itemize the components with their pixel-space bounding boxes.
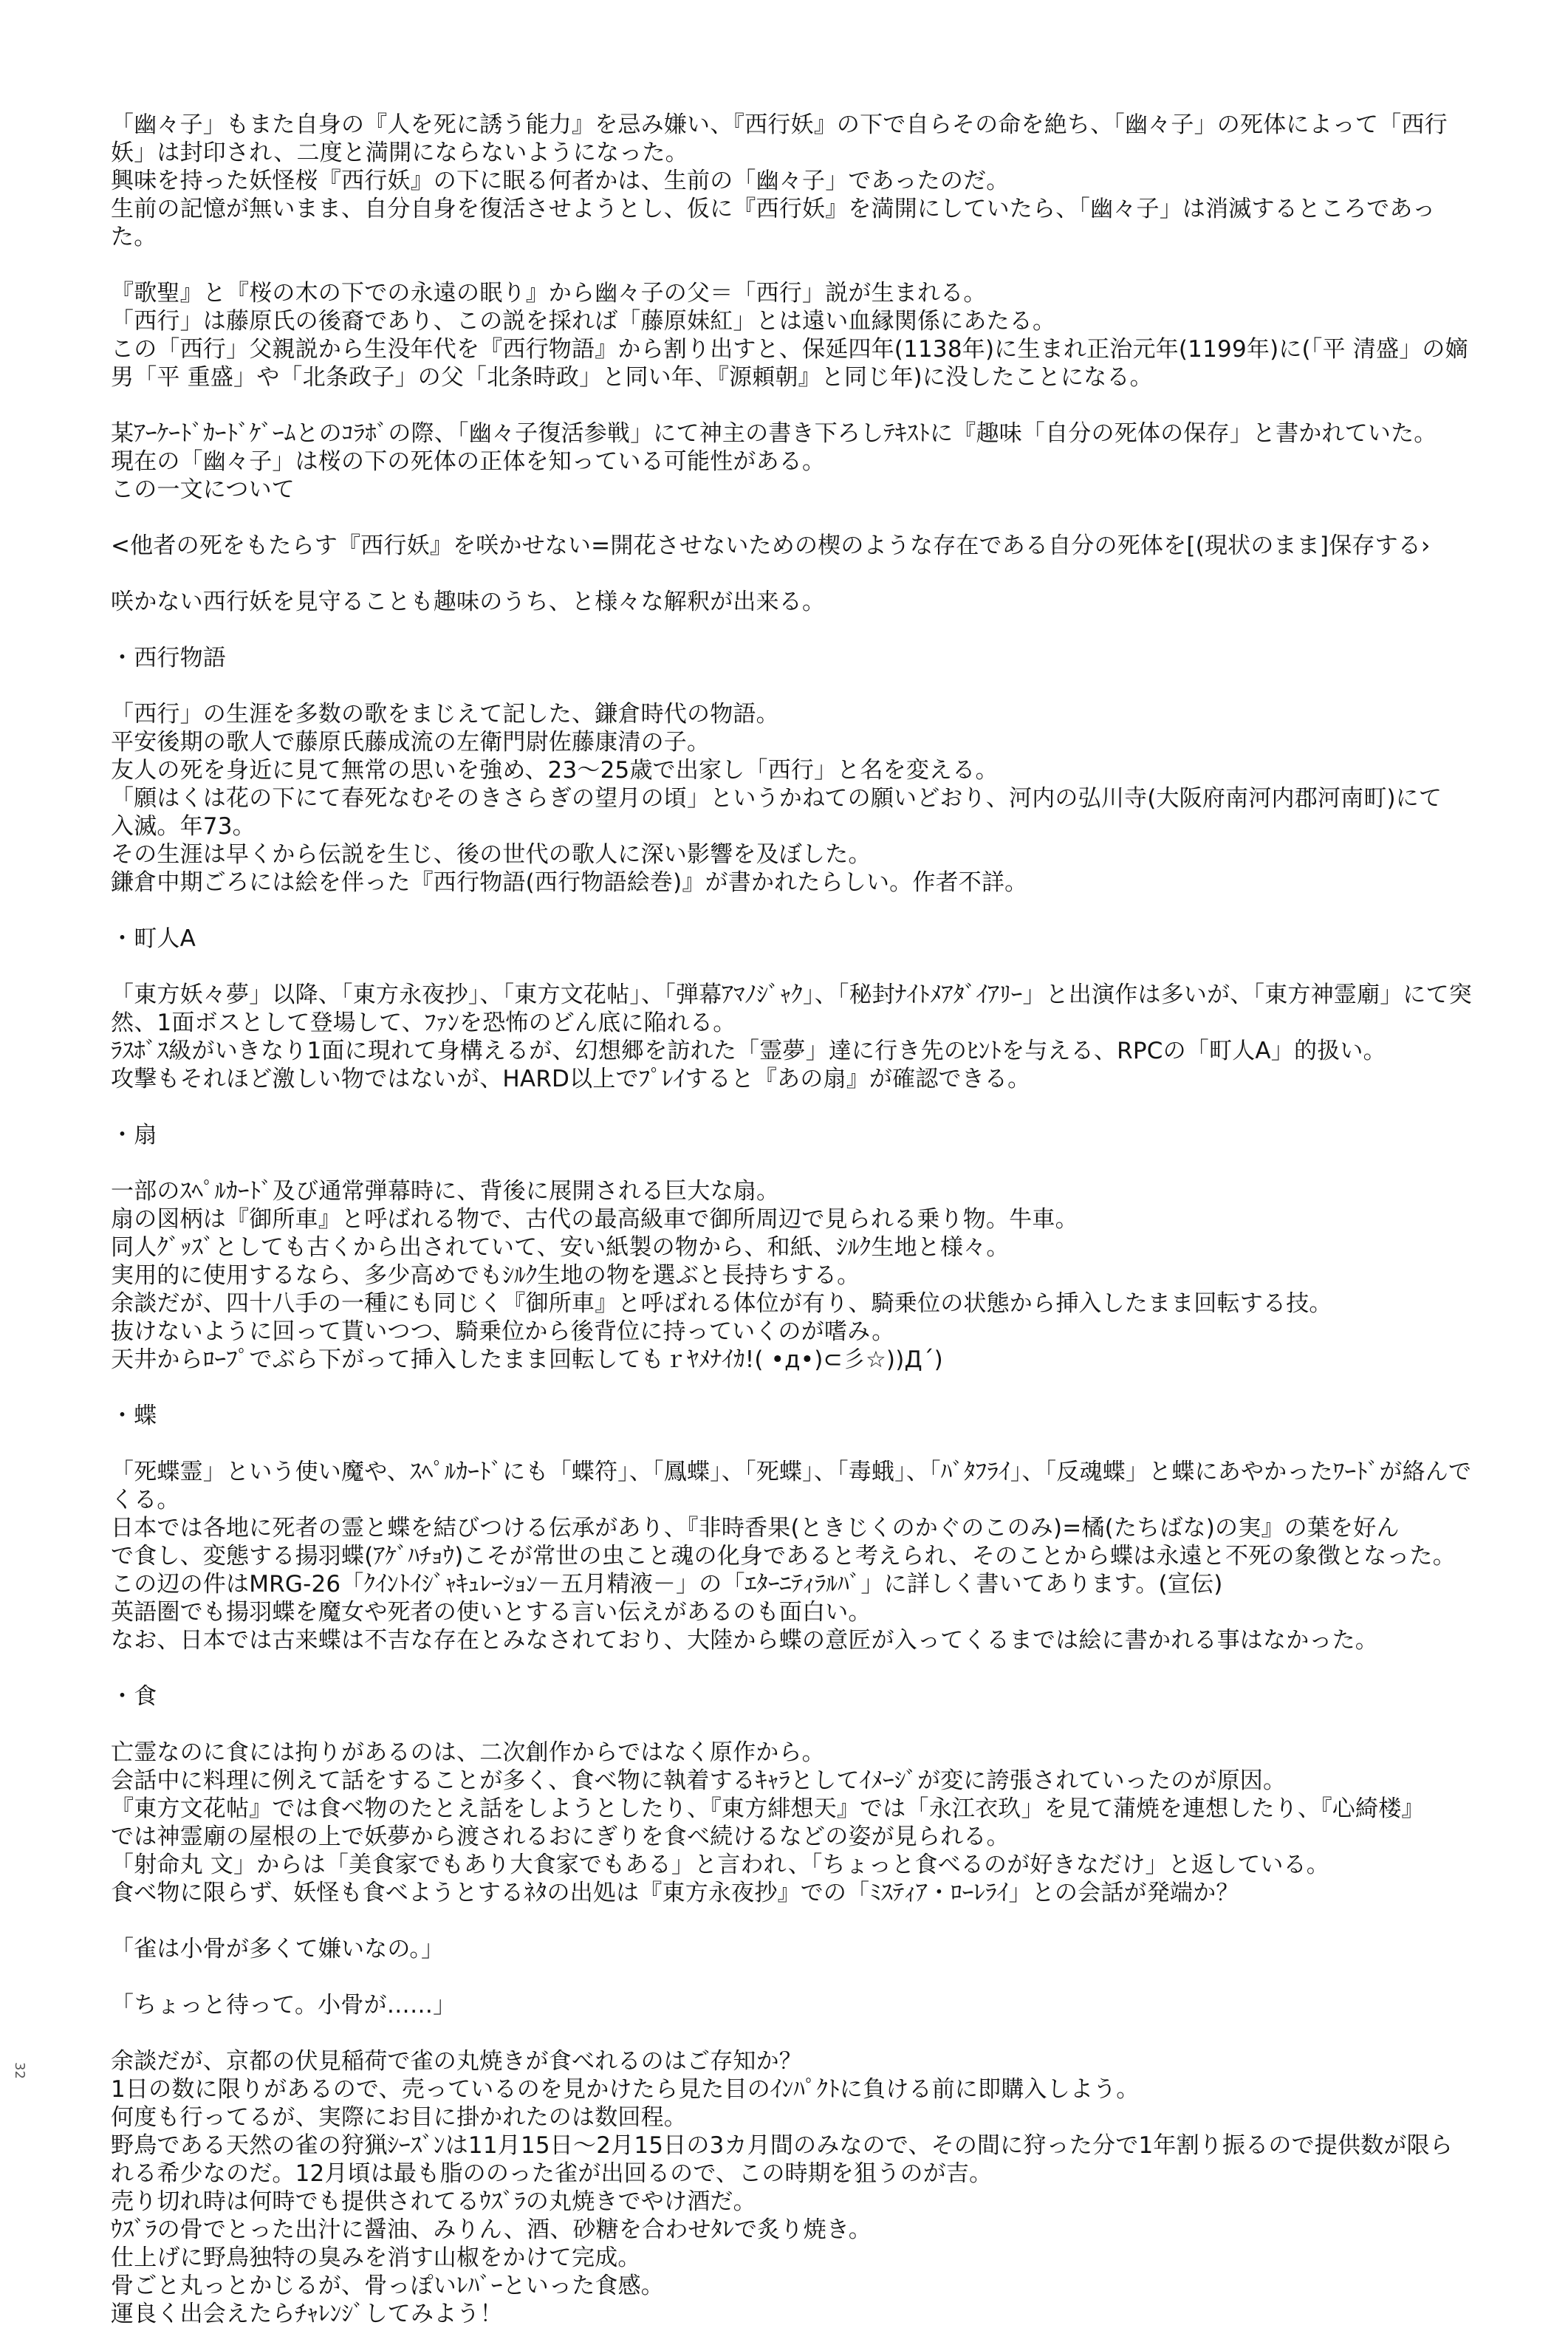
text-line: ・蝶 [111, 1403, 157, 1429]
paragraph-gap [111, 1430, 1499, 1458]
paragraph [111, 1991, 1499, 2019]
paragraph-gap [111, 1093, 1499, 1121]
paragraph [111, 1682, 1499, 1711]
paragraph [111, 925, 1499, 953]
text-line: 友人の死を身近に見て無常の思いを強め、23～25歳で出家し「西行」と名を変える。 [111, 757, 999, 784]
text-line: 余談だが、四十八手の一種にも同じく『御所車』と呼ばれる体位が有り、騎乗位の状態から挿入したまま回転する技。 [111, 1290, 1332, 1317]
paragraph-gap [111, 953, 1499, 981]
text-line: ﾗｽﾎﾞｽ級がいきなり1面に現れて身構えるが、幻想郷を訪れた「霊夢」達に行き先のﾋﾝﾄを与える、RPCの「町人A」的扱い。 [111, 1038, 1386, 1064]
text-line: 「射命丸 文」からは「美食家でもあり大食家でもある」と言われ、「ちょっと食べるのが好きなだけ」と返している。 [111, 1852, 1330, 1878]
paragraph-gap [111, 1907, 1499, 1935]
text-line: 『東方文花帖』では食べ物のたとえ話をしようとしたり、『東方緋想天』では「永江衣玖」を見て蒲焼を連想したり、『心綺楼』 [111, 1795, 1425, 1822]
page-number: 32 [12, 2062, 27, 2079]
paragraph [111, 420, 1499, 504]
paragraph-gap [111, 1963, 1499, 1991]
text-line: 骨ごと丸っとかじるが、骨っぽいﾚﾊﾞｰといった食感。 [111, 2273, 664, 2299]
paragraph [111, 644, 1499, 672]
paragraph-gap [111, 560, 1499, 588]
text-line: 日本では各地に死者の霊と蝶を結びつける伝承があり、『非時香果(ときじくのかぐのこのみ)=橘(たちばな)の実』の葉を好ん [111, 1515, 1400, 1541]
paragraph-gap [111, 504, 1499, 532]
paragraph [111, 2047, 1499, 2328]
document-body [111, 111, 1499, 2328]
text-line: 余談だが、京都の伏見稲荷で雀の丸焼きが食べれるのはご存知か？ [111, 2048, 802, 2075]
paragraph-gap [111, 391, 1499, 420]
text-line: 然、1面ボスとして登場して、ﾌｧﾝを恐怖のどん底に陥れる。 [111, 1010, 736, 1036]
text-line: ｳｽﾞﾗの骨でとった出汁に醤油、みりん、酒、砂糖を合わせﾀﾚで炙り焼き。 [111, 2216, 872, 2243]
paragraph [111, 532, 1499, 560]
text-line: ・食 [111, 1683, 157, 1710]
paragraph [111, 1402, 1499, 1430]
text-line: ・町人A [111, 925, 196, 952]
paragraph [111, 700, 1499, 897]
text-line: 攻撃もそれほど激しい物ではないが、HARD以上でﾌﾟﾚｲすると『あの扇』が確認できる。 [111, 1066, 1031, 1092]
text-line: 食べ物に限らず、妖怪も食べようとするﾈﾀの出処は『東方永夜抄』での「ﾐｽﾃｨｱ・ﾛｰﾚﾗｲ」との会話が発端か？ [111, 1880, 1239, 1906]
text-line: 実用的に使用するなら、多少高めでもｼﾙｸ生地の物を選ぶと長持ちする。 [111, 1262, 860, 1289]
text-line: 男「平 重盛」や「北条政子」の父「北条時政」と同い年、『源頼朝』と同じ年)に没したことになる。 [111, 364, 1153, 391]
paragraph-gap [111, 1149, 1499, 1177]
text-line: 野鳥である天然の雀の狩猟ｼｰｽﾞﾝは11月15日～2月15日の3カ月間のみなので、その間に狩った分で1年割り振るので提供数が限ら [111, 2132, 1453, 2159]
text-line: この辺の件はMRG-26「ｸｲﾝﾄｲｼﾞｬｷｭﾚｰｼｮﾝ－五月精液－」の「ｴﾀｰﾆﾃｨﾗﾙﾊﾞ」に詳しく書いてあります。(宣伝) [111, 1571, 1223, 1598]
text-line: この「西行」父親説から生没年代を『西行物語』から割り出すと、保延四年(1138年)に生まれ正治元年(1199年)に(「平 清盛」の嫡 [111, 336, 1468, 363]
text-line: 「雀は小骨が多くて嫌いなの。」 [111, 1936, 445, 1962]
text-line: 1日の数に限りがあるので、売っているのを見かけたら見た目のｲﾝﾊﾟｸﾄに負ける前に即購入しよう。 [111, 2076, 1140, 2103]
text-line: 咲かない西行妖を見守ることも趣味のうち、と様々な解釈が出来る。 [111, 589, 826, 615]
text-line: 興味を持った妖怪桜『西行妖』の下に眠る何者かは、生前の「幽々子」であったのだ。 [111, 168, 1010, 194]
text-line: 鎌倉中期ごろには絵を伴った『西行物語(西行物語絵巻)』が書かれたらしい。作者不詳。 [111, 869, 1028, 896]
paragraph [111, 279, 1499, 391]
text-line: 妖」は封印され、二度と満開にならないようになった。 [111, 140, 688, 166]
text-line: 会話中に料理に例えて話をすることが多く、食べ物に執着するｷｬﾗとしてｲﾒｰｼﾞが変に誇張されていったのが原因。 [111, 1767, 1287, 1794]
text-line: <他者の死をもたらす『西行妖』を咲かせない=開花させないための楔のような存在である自分の死体を[(現状のまま]保存する› [111, 533, 1431, 559]
text-line: 亡霊なのに食には拘りがあるのは、二次創作からではなく原作から。 [111, 1739, 825, 1766]
text-line: 仕上げに野鳥独特の臭みを消す山椒をかけて完成。 [111, 2245, 641, 2271]
paragraph [111, 1121, 1499, 1149]
paragraph [111, 111, 1499, 251]
paragraph-gap [111, 616, 1499, 644]
text-line: 「幽々子」もまた自身の『人を死に誘う能力』を忌み嫌い、『西行妖』の下で自らその命を絶ち、「幽々子」の死体によって「西行 [111, 112, 1448, 138]
text-line: 現在の「幽々子」は桜の下の死体の正体を知っている可能性がある。 [111, 448, 826, 475]
text-line: 『歌聖』と『桜の木の下での永遠の眠り』から幽々子の父＝「西行」説が生まれる。 [111, 280, 987, 307]
text-line: 入滅。年73。 [111, 813, 256, 840]
text-line: 「死蝶霊」という使い魔や、ｽﾍﾟﾙｶｰﾄﾞにも「蝶符」、「鳳蝶」、「死蝶」、「毒蛾」、「ﾊﾞﾀﾌﾗｲ」、「反魂蝶」と蝶にあやかったﾜｰﾄﾞが絡んで [111, 1459, 1472, 1485]
text-line: 天井からﾛｰﾌﾟでぶら下がって挿入したまま回転してもｒﾔﾒﾅｲｶ!( •д•)⊂彡☆))Д´) [111, 1346, 943, 1373]
text-line: 「願はくは花の下にて春死なむそのきさらぎの望月の頃」というかねての願いどおり、河内の弘川寺(大阪府南河内郡河南町)にて [111, 785, 1442, 812]
paragraph [111, 588, 1499, 616]
text-line: 何度も行ってるが、実際にお目に掛かれたのは数回程。 [111, 2104, 687, 2131]
paragraph-gap [111, 1654, 1499, 1682]
paragraph-gap [111, 251, 1499, 279]
text-line: た。 [111, 224, 157, 250]
text-line: 英語圏でも揚羽蝶を魔女や死者の使いとする言い伝えがあるのも面白い。 [111, 1599, 872, 1626]
text-line: 一部のｽﾍﾟﾙｶｰﾄﾞ及び通常弾幕時に、背後に展開される巨大な扇。 [111, 1178, 780, 1205]
paragraph-gap [111, 1711, 1499, 1739]
text-line: 「西行」は藤原氏の後裔であり、この説を採れば「藤原妹紅」とは遠い血縁関係にあたる。 [111, 308, 1056, 335]
paragraph [111, 1458, 1499, 1654]
paragraph [111, 1177, 1499, 1374]
text-line: 売り切れ時は何時でも提供されてるｳｽﾞﾗの丸焼きでやけ酒だ。 [111, 2188, 756, 2215]
text-line: この一文について [111, 476, 295, 503]
text-line: ・西行物語 [111, 645, 226, 671]
text-line: 「西行」の生涯を多数の歌をまじえて記した、鎌倉時代の物語。 [111, 701, 779, 728]
text-line: で食し、変態する揚羽蝶(ｱｹﾞﾊﾁｮｳ)こそが常世の虫こと魂の化身であると考えられ、そのことから蝶は永遠と不死の象徴となった。 [111, 1543, 1456, 1569]
paragraph-gap [111, 2019, 1499, 2047]
text-line: 運良く出会えたらﾁｬﾚﾝｼﾞしてみよう！ [111, 2301, 503, 2327]
text-line: ・扇 [111, 1122, 157, 1148]
text-line: 同人ｸﾞｯｽﾞとしても古くから出されていて、安い紙製の物から、和紙、ｼﾙｸ生地と様々。 [111, 1234, 1010, 1261]
text-line: 生前の記憶が無いまま、自分自身を復活させようとし、仮に『西行妖』を満開にしていたら、「幽々子」は消滅するところであっ [111, 196, 1436, 222]
text-line: 某ｱｰｹｰﾄﾞｶｰﾄﾞｹﾞｰﾑとのｺﾗﾎﾞの際、「幽々子復活参戦」にて神主の書き下ろしﾃｷｽﾄに『趣味「自分の死体の保存」と書かれていた。 [111, 420, 1437, 447]
text-line: では神霊廟の屋根の上で妖夢から渡されるおにぎりを食べ続けるなどの姿が見られる。 [111, 1824, 1010, 1850]
text-line: くる。 [111, 1487, 180, 1513]
paragraph [111, 1739, 1499, 1907]
text-line: 抜けないように回って貰いつつ、騎乗位から後背位に持っていくのが嗜み。 [111, 1318, 895, 1345]
text-line: その生涯は早くから伝説を生じ、後の世代の歌人に深い影響を及ぼした。 [111, 841, 872, 868]
text-line: れる希少なのだ。12月頃は最も脂ののった雀が出回るので、この時期を狙うのが吉。 [111, 2160, 993, 2187]
text-line: 「ちょっと待って。小骨が……」 [111, 1992, 456, 2019]
text-line: 扇の図柄は『御所車』と呼ばれる物で、古代の最高級車で御所周辺で見られる乗り物。牛車。 [111, 1206, 1078, 1233]
paragraph-gap [111, 672, 1499, 700]
paragraph [111, 981, 1499, 1093]
paragraph-gap [111, 897, 1499, 925]
paragraph [111, 1935, 1499, 1963]
text-line: 「東方妖々夢」以降、「東方永夜抄」、「東方文花帖」、「弾幕ｱﾏﾉｼﾞｬｸ」、「秘封ﾅｲﾄﾒｱﾀﾞｲｱﾘｰ」と出演作は多いが、「東方神霊廟」にて突 [111, 982, 1472, 1008]
text-line: なお、日本では古来蝶は不吉な存在とみなされており、大陸から蝶の意匠が入ってくるまでは絵に書かれる事はなかった。 [111, 1627, 1378, 1654]
paragraph-gap [111, 1374, 1499, 1402]
text-line: 平安後期の歌人で藤原氏藤成流の左衛門尉佐藤康清の子。 [111, 729, 711, 756]
